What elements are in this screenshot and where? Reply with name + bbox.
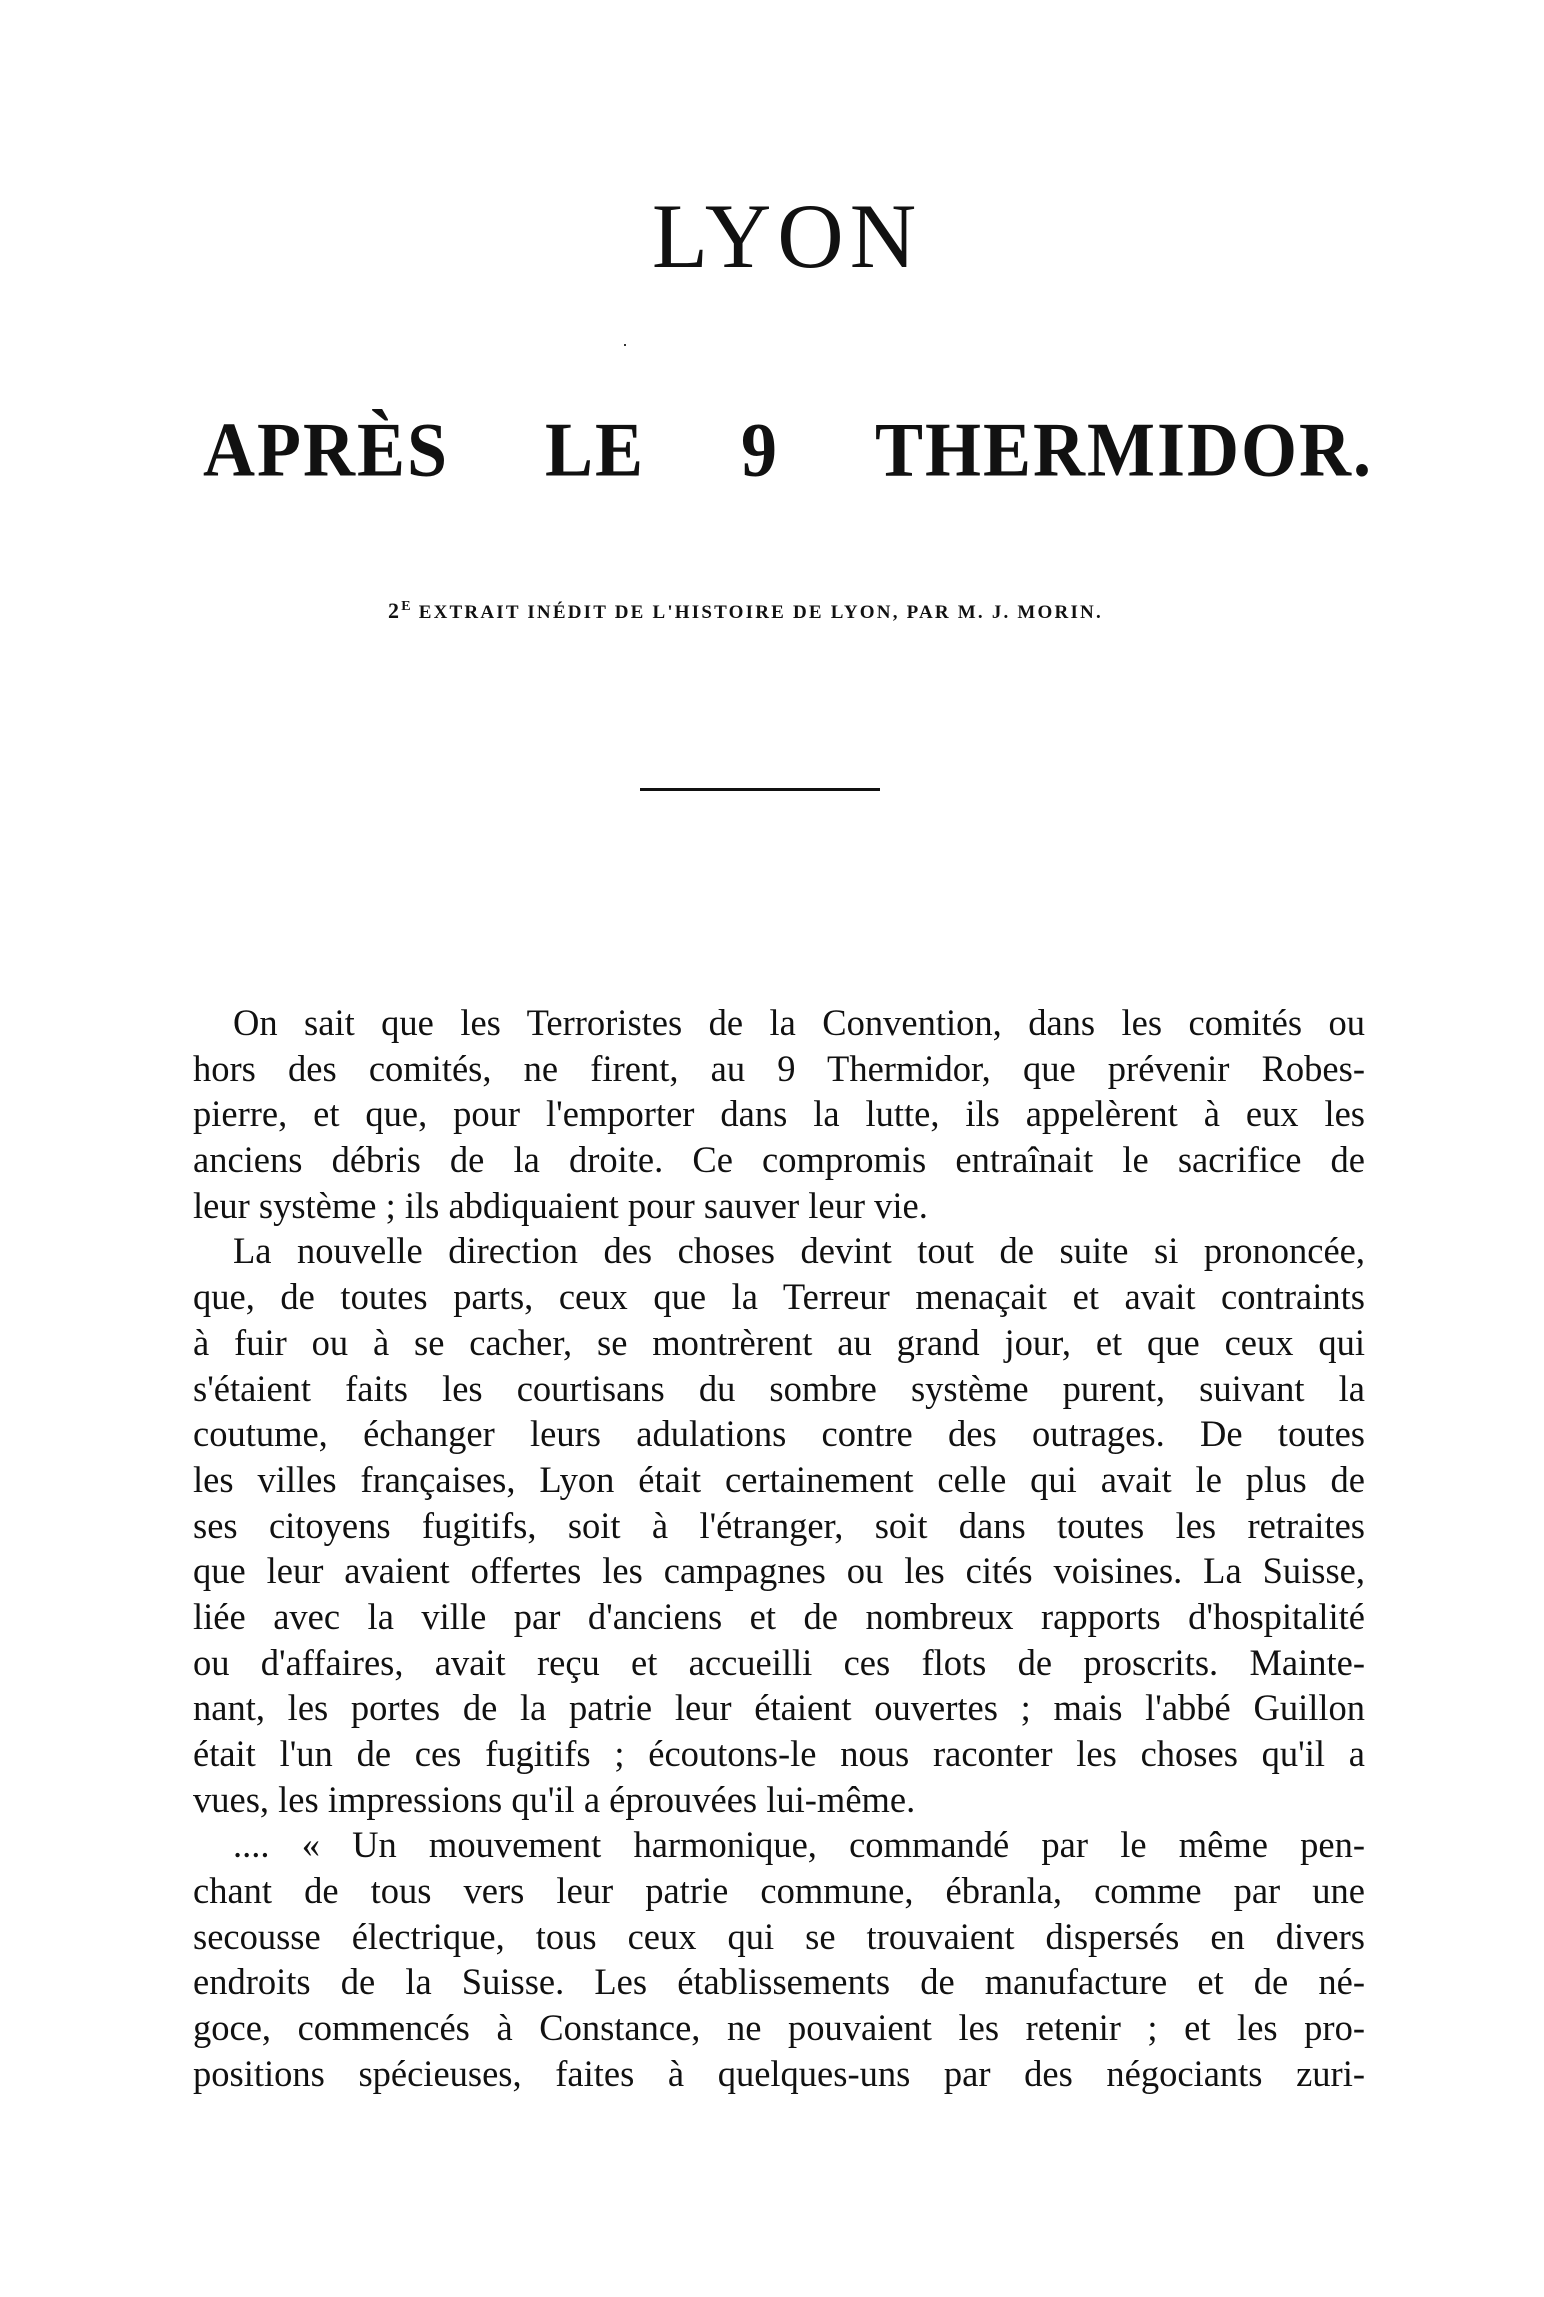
- line-text: à fuir ou à se cacher, se montrèrent au grand jour, et que ceux qui: [193, 1321, 1365, 1363]
- subtitle-ordinal: 2: [388, 598, 402, 623]
- line-text: positions spécieuses, faites à quelques-uns par des négociants zuri-: [193, 2052, 1365, 2094]
- line-text: les villes françaises, Lyon était certainement celle qui avait le plus de: [193, 1458, 1365, 1500]
- text-line: [193, 1914, 1365, 1960]
- text-line: [193, 1548, 1365, 1594]
- heading-word: 9: [741, 406, 779, 493]
- line-text: que leur avaient offertes les campagnes ou les cités voisines. La Suisse,: [193, 1550, 1365, 1592]
- line-text: nant, les portes de la patrie leur étaient ouvertes ; mais l'abbé Guillon: [193, 1687, 1365, 1729]
- text-line: [193, 1411, 1365, 1457]
- line-text: chant de tous vers leur patrie commune, ébranla, comme par une: [193, 1870, 1365, 1912]
- text-line: [193, 1822, 1365, 1868]
- text-line: [193, 1366, 1365, 1412]
- line-text: anciens débris de la droite. Ce compromis entraînait le sacrifice de: [193, 1139, 1365, 1181]
- line-text: s'étaient faits les courtisans du sombre système purent, suivant la: [193, 1367, 1365, 1409]
- text-line: [193, 1594, 1365, 1640]
- line-text: ses citoyens fugitifs, soit à l'étranger, soit dans toutes les retraites: [193, 1504, 1365, 1546]
- line-text: secousse électrique, tous ceux qui se trouvaient dispersés en divers: [193, 1915, 1365, 1957]
- line-text: pierre, et que, pour l'emporter dans la lutte, ils appelèrent à eux les: [193, 1093, 1365, 1135]
- text-line: [193, 1183, 1365, 1229]
- text-line: [193, 1959, 1365, 2005]
- text-line: [193, 1685, 1365, 1731]
- text-line: [193, 1046, 1365, 1092]
- heading-word: LE: [545, 406, 646, 493]
- heading-word: APRÈS: [203, 406, 450, 493]
- line-text: leur système ; ils abdiquaient pour sauver leur vie.: [193, 1184, 928, 1226]
- line-text: hors des comités, ne firent, au 9 Thermidor, que prévenir Robes-: [193, 1047, 1365, 1089]
- line-text: était l'un de ces fugitifs ; écoutons-le nous raconter les choses qu'il a: [193, 1733, 1365, 1774]
- text-line: [193, 1731, 1365, 1777]
- subtitle-ordinal-suffix: E: [401, 599, 413, 614]
- line-text: endroits de la Suisse. Les établissements de manufacture et de né-: [193, 1961, 1365, 2003]
- text-line: [193, 1137, 1365, 1183]
- text-line: [193, 1868, 1365, 1914]
- line-text: .... « Un mouvement harmonique, commandé par le même pen-: [233, 1824, 1365, 1866]
- text-line: [193, 1091, 1365, 1137]
- scan-artifact-speck: [624, 344, 626, 346]
- heading-word: THERMIDOR.: [874, 406, 1373, 493]
- line-text: On sait que les Terroristes de la Convention, dans les comités ou: [233, 1002, 1365, 1043]
- line-text: ou d'affaires, avait reçu et accueilli ces flots de proscrits. Mainte-: [193, 1641, 1365, 1683]
- text-line: [193, 1000, 1365, 1046]
- line-text: goce, commencés à Constance, ne pouvaient les retenir ; et les pro-: [193, 2007, 1365, 2049]
- line-text: vues, les impressions qu'il a éprouvées lui-même.: [193, 1778, 916, 1820]
- text-line: [193, 1228, 1365, 1274]
- line-text: La nouvelle direction des choses devint tout de suite si prononcée,: [233, 1230, 1365, 1272]
- line-text: que, de toutes parts, ceux que la Terreur menaçait et avait contraints: [193, 1276, 1365, 1318]
- body-text: [193, 1000, 1365, 2097]
- subtitle: [388, 596, 1228, 628]
- text-line: [193, 1457, 1365, 1503]
- text-line: [193, 2005, 1365, 2051]
- line-text: liée avec la ville par d'anciens et de nombreux rapports d'hospitalité: [193, 1595, 1365, 1637]
- text-line: [193, 1640, 1365, 1686]
- section-divider-rule: [640, 788, 880, 791]
- text-line: [193, 1777, 1365, 1823]
- text-line: [193, 1503, 1365, 1549]
- text-line: [193, 2051, 1365, 2097]
- subtitle-text: EXTRAIT INÉDIT DE L'HISTOIRE DE LYON, PAR M. J. MORIN.: [418, 602, 1103, 623]
- text-line: [193, 1320, 1365, 1366]
- text-line: [193, 1274, 1365, 1320]
- page-title: LYON: [651, 185, 923, 287]
- line-text: coutume, échanger leurs adulations contre des outrages. De toutes: [193, 1413, 1365, 1455]
- chapter-heading: [203, 404, 1373, 495]
